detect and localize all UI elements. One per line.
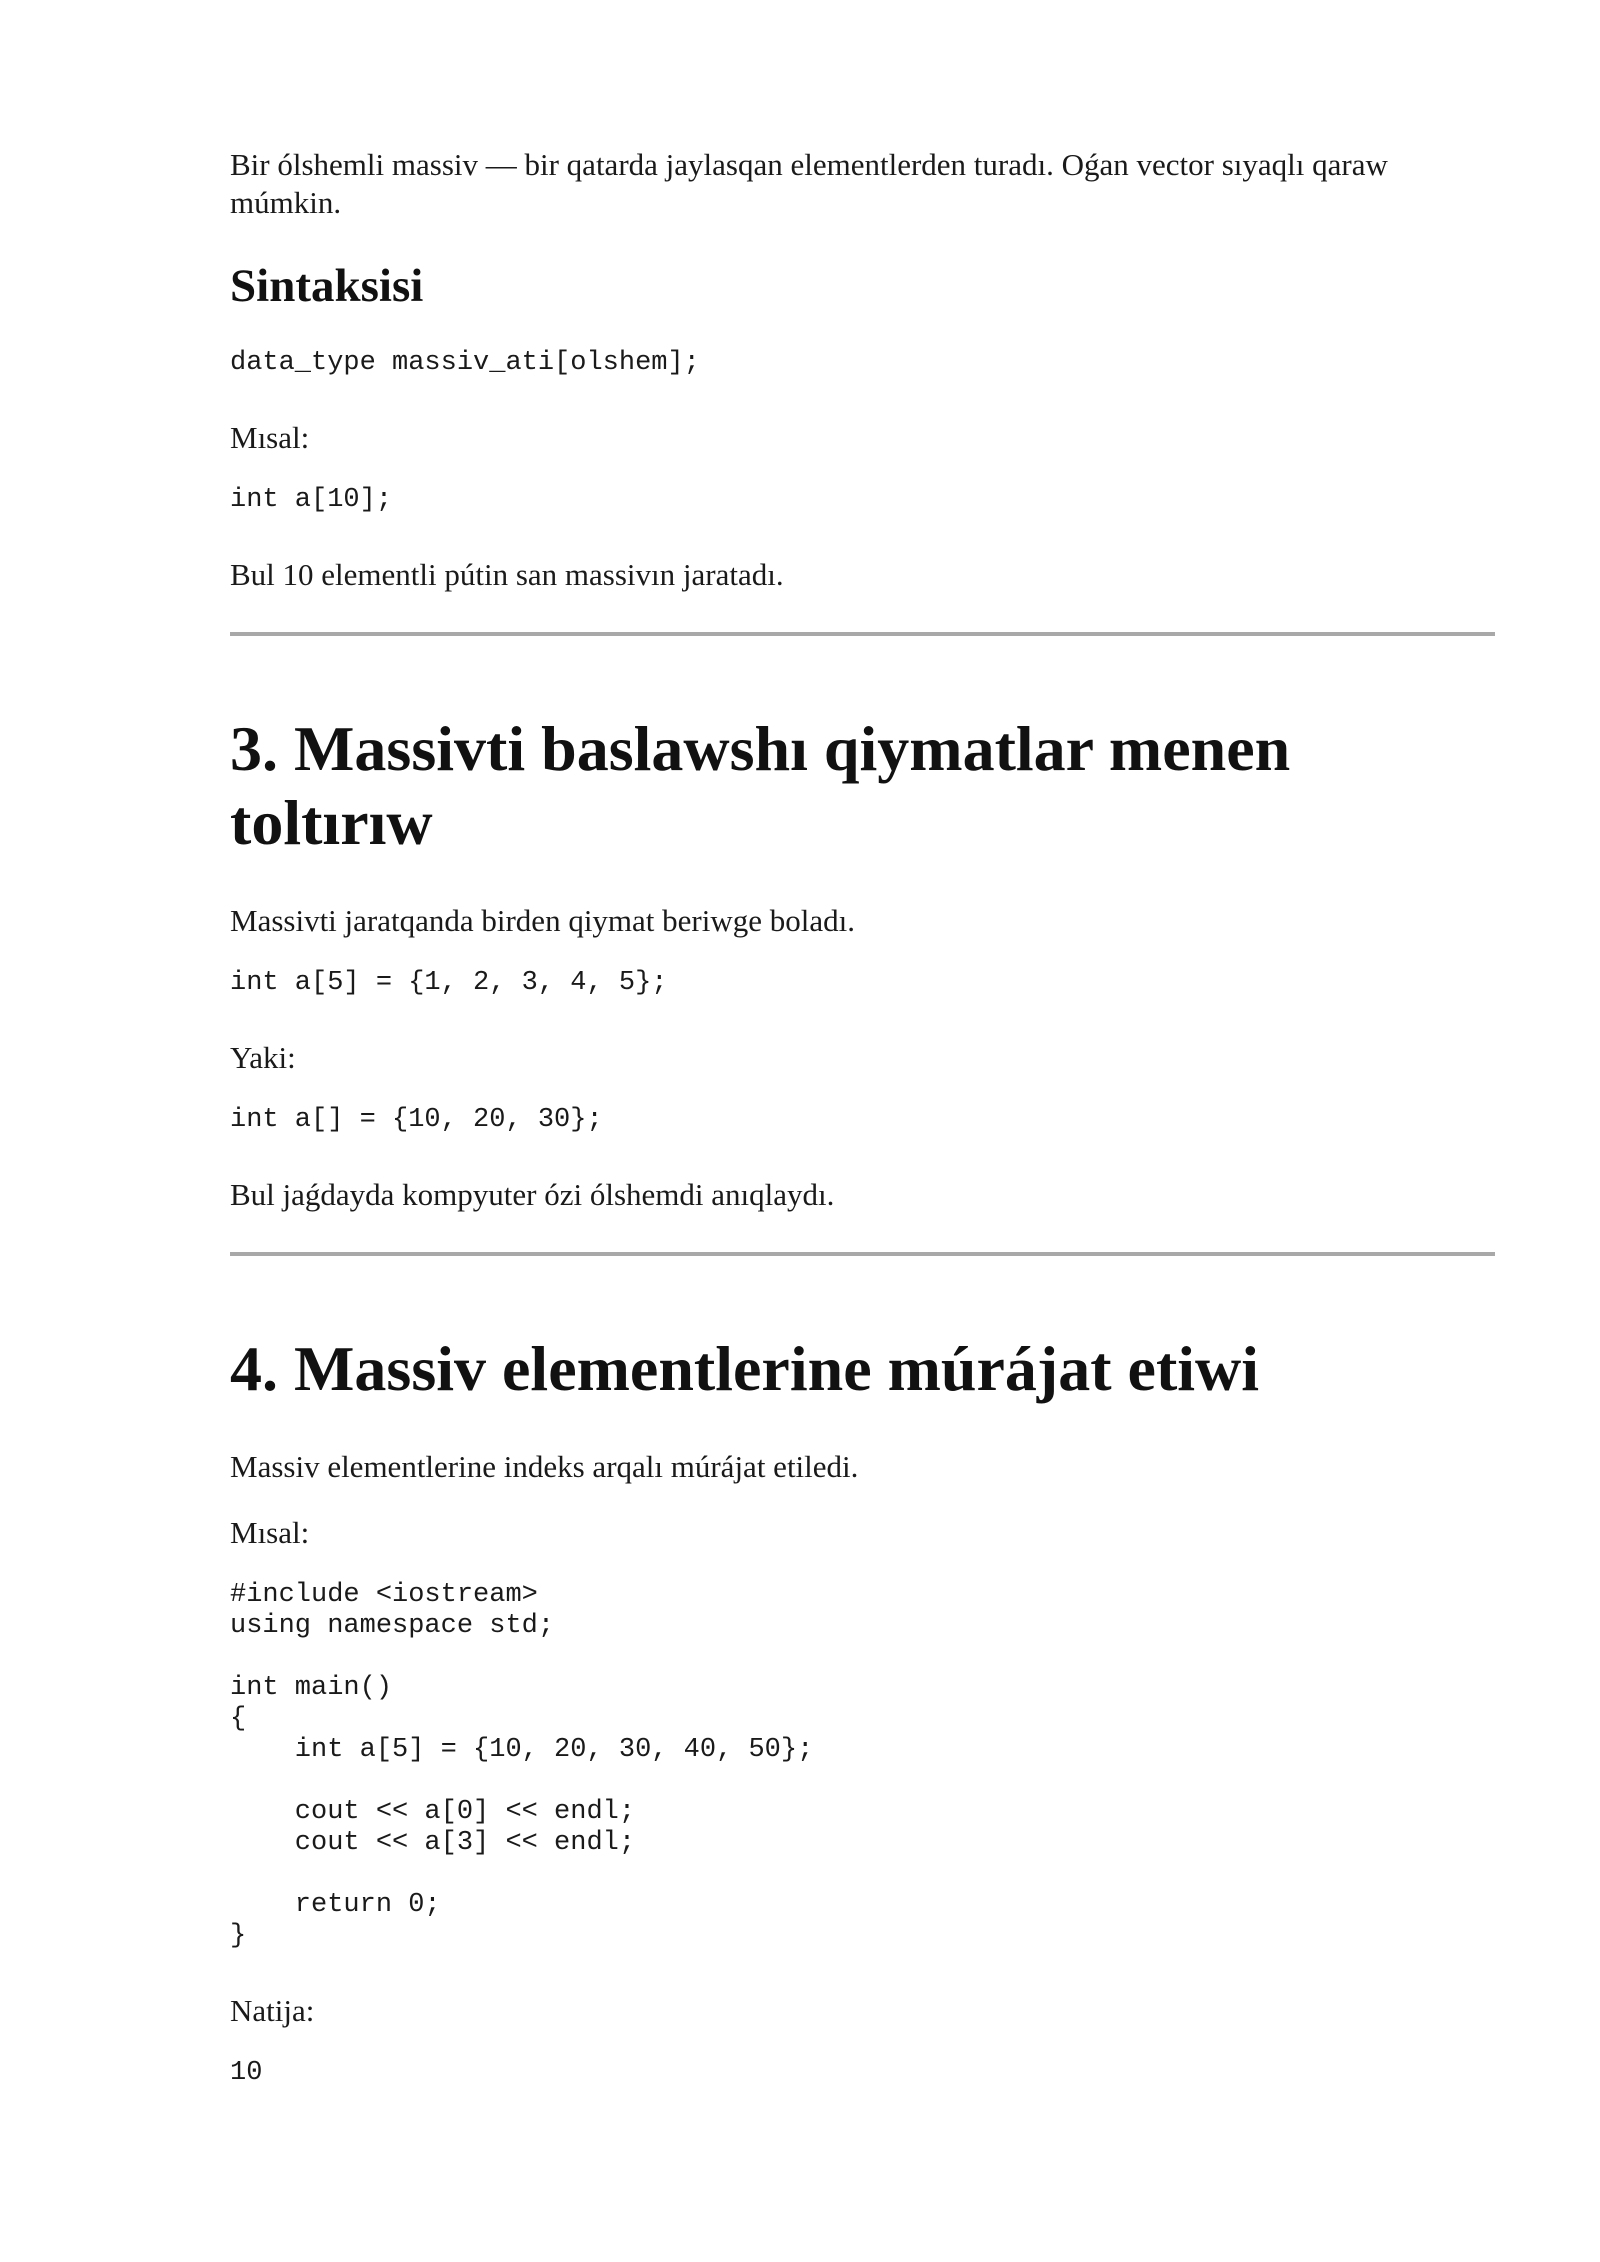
section4-example-label: Mısal: — [230, 1515, 310, 1550]
document-page — [230, 146, 1495, 2129]
intro-paragraph: Bir ólshemli massiv — bir qatarda jaylasqan elementlerden turadı. Oǵan vector sıyaqlı qaraw múmkin. — [230, 147, 1388, 220]
section3-note: Bul jaǵdayda kompyuter ózi ólshemdi anıqlaydı. — [230, 1177, 835, 1212]
section3-code-1: int a[5] = {1, 2, 3, 4, 5}; — [230, 968, 668, 998]
section3-or-label: Yaki: — [230, 1040, 296, 1075]
section3-heading: 3. Massivti baslawshı qiymatlar menen toltırıw — [230, 713, 1291, 858]
syntax-example-label: Mısal: — [230, 420, 310, 455]
section3-code-2: int a[] = {10, 20, 30}; — [230, 1105, 603, 1135]
section4-result-label: Natija: — [230, 1993, 315, 2028]
section4-code-block: #include <iostream> using namespace std; int main() { int a[5] = {10, 20, 30, 40, 50}; cout << a[0] << endl; cout << a[3] << endl; return 0; } — [230, 1580, 814, 1951]
section3-paragraph: Massivti jaratqanda birden qiymat beriwge boladı. — [230, 903, 855, 938]
section-divider-1 — [230, 632, 1495, 636]
section4-heading: 4. Massiv elementlerine múrájat etiwi — [230, 1333, 1260, 1404]
syntax-heading: Sintaksisi — [230, 260, 424, 312]
section-divider-2 — [230, 1252, 1495, 1256]
syntax-code-block: data_type massiv_ati[olshem]; — [230, 348, 700, 378]
syntax-note: Bul 10 elementli pútin san massivın jaratadı. — [230, 557, 784, 592]
section4-paragraph: Massiv elementlerine indeks arqalı múrájat etiledi. — [230, 1449, 859, 1484]
syntax-example-code: int a[10]; — [230, 485, 393, 515]
section4-result-code: 10 — [230, 2058, 263, 2088]
